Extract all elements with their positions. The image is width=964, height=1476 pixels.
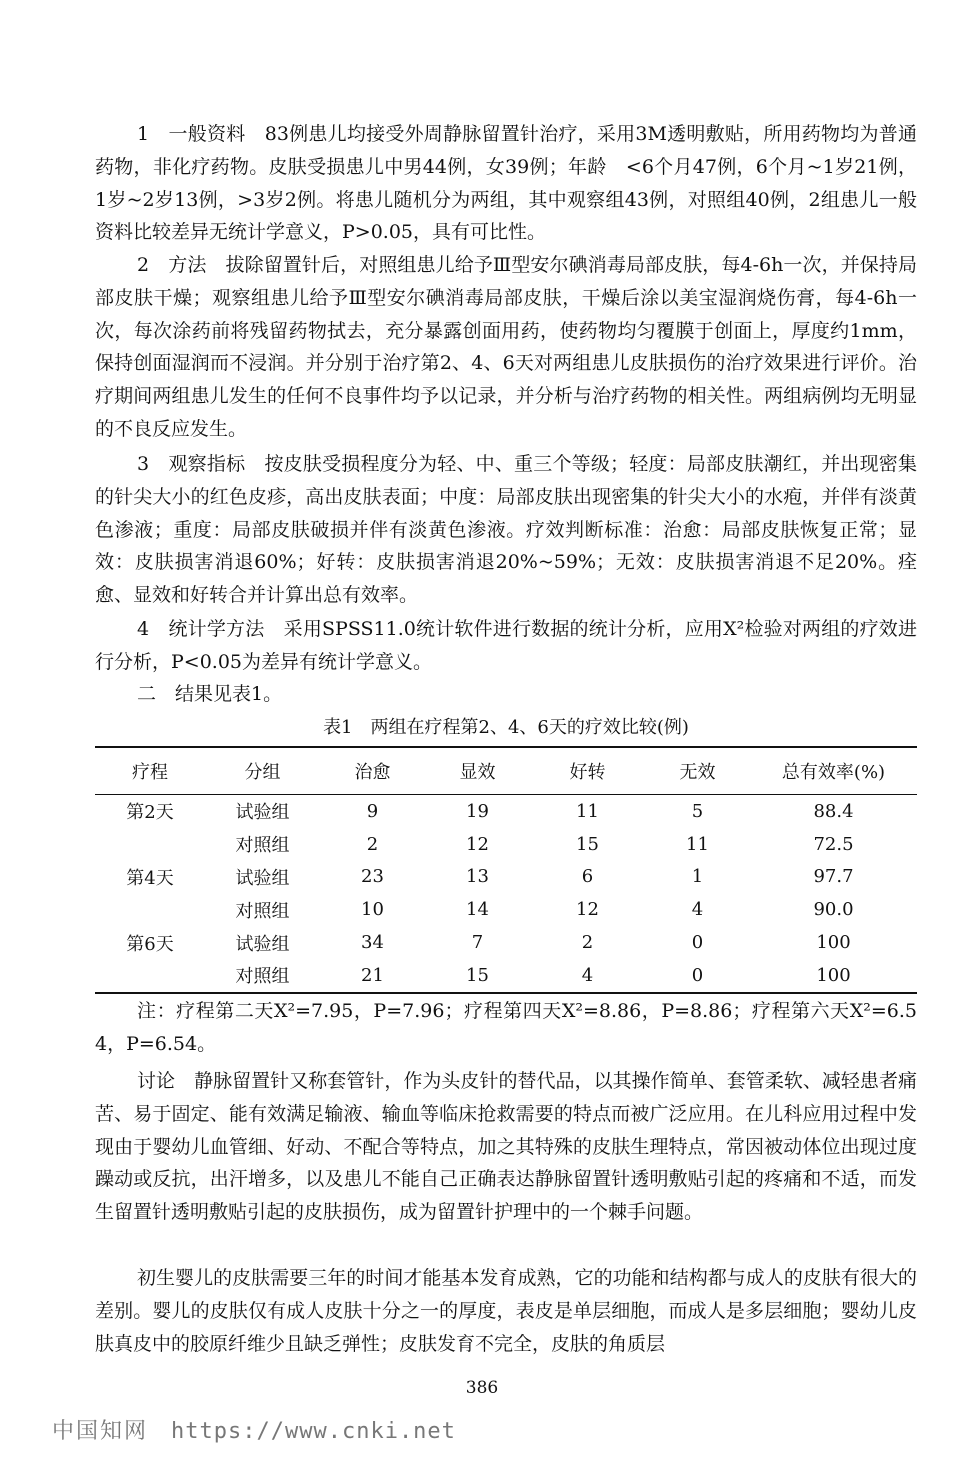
cell: 19 <box>466 800 489 822</box>
header-improved: 好转 <box>530 747 645 795</box>
table-row <box>95 861 917 894</box>
cell: 对照组 <box>235 900 290 922</box>
paragraph-general-info: 1 一般资料 83例患儿均接受外周静脉留置针治疗，采用3M透明敷贴，所用药物均为普通药物，非化疗药物。皮肤受损患儿中男44例，女39例；年龄 <6个月47例，6个月~1岁21例，1岁~2岁13例，>3岁2例。将患儿随机分为两组，其中观察组43例，对照组40例，2组患儿一般资料比较差异无统计学意义，P>0.05，具有可比性。 <box>95 123 917 244</box>
paragraph-results: 二 结果见表1。 <box>137 683 283 705</box>
cell: 2 <box>581 932 594 954</box>
cell: 90.0 <box>813 899 854 921</box>
cell: 21 <box>320 959 425 993</box>
table-note: 注：疗程第二天X²=7.95，P=7.96；疗程第四天X²=8.86，P=8.86；疗程第六天X²=6.54，P=6.54。 <box>95 1000 917 1055</box>
header-total-rate: 总有效率(%) <box>750 747 917 795</box>
cell <box>95 828 205 861</box>
cell: 4 <box>691 899 704 921</box>
cell: 100 <box>816 932 851 954</box>
footer-brand: 中国知网 <box>52 1419 149 1444</box>
cell: 试验组 <box>235 933 290 955</box>
paragraph-infant-skin: 初生婴儿的皮肤需要三年的时间才能基本发育成熟，它的功能和结构都与成人的皮肤有很大的差别。婴儿的皮肤仅有成人皮肤十分之一的厚度，表皮是单层细胞，而成人是多层细胞；婴幼儿皮肤真皮中的胶原纤维少且缺乏弹性；皮肤发育不完全，皮肤的角质层 <box>95 1267 917 1355</box>
header-marked: 显效 <box>425 747 530 795</box>
cell: 7 <box>471 932 484 954</box>
header-group: 分组 <box>205 747 320 795</box>
cell: 34 <box>361 932 384 954</box>
page-number: 386 <box>465 1378 499 1398</box>
cell: 0 <box>645 959 750 993</box>
footer-url[interactable]: https://www.cnki.net <box>171 1419 456 1444</box>
cell: 第2天 <box>126 802 174 824</box>
paragraph-methods: 2 方法 拔除留置针后，对照组患儿给予Ⅲ型安尔碘消毒局部皮肤，每4-6h一次，并保持局部皮肤干燥；观察组患儿给予Ⅲ型安尔碘消毒局部皮肤，干燥后涂以美宝湿润烧伤膏，每4-6h一次，每次涂药前将残留药物拭去，充分暴露创面用药，使药物均匀覆膜于创面上，厚度约1mm，保持创面湿润而不浸润。并分别于治疗第2、4、6天对两组患儿皮肤损伤的治疗效果进行评价。治疗期间两组患儿发生的任何不良事件均予以记录，并分析与治疗药物的相关性。两组病例均无明显的不良反应发生。 <box>95 254 917 440</box>
cell: 5 <box>691 800 704 822</box>
table-row <box>95 926 917 959</box>
cell: 对照组 <box>235 835 290 857</box>
cell: 23 <box>361 866 384 888</box>
table-header-row <box>95 747 917 795</box>
cell: 第4天 <box>126 867 174 889</box>
table-row <box>95 795 917 828</box>
cell: 12 <box>576 899 599 921</box>
table-row <box>95 828 917 861</box>
cell: 11 <box>686 833 709 855</box>
cell: 试验组 <box>235 802 290 824</box>
table-row <box>95 959 917 993</box>
header-cured: 治愈 <box>320 747 425 795</box>
cell: 12 <box>466 833 489 855</box>
cell: 试验组 <box>235 867 290 889</box>
paragraph-observation-indicators: 3 观察指标 按皮肤受损程度分为轻、中、重三个等级；轻度：局部皮肤潮红，并出现密集的针尖大小的红色皮疹，高出皮肤表面；中度：局部皮肤出现密集的针尖大小的水疱，并伴有淡黄色渗液；重度：局部皮肤破损并伴有淡黄色渗液。疗效判断标准：治愈：局部皮肤恢复正常；显效：皮肤损害消退60%；好转：皮肤损害消退20%~59%；无效：皮肤损害消退不足20%。痊愈、显效和好转合并计算出总有效率。 <box>95 453 917 607</box>
cell: 14 <box>466 899 489 921</box>
paragraph-discussion: 讨论 静脉留置针又称套管针，作为头皮针的替代品，以其操作简单、套管柔软、减轻患者痛苦、易于固定、能有效满足输液、输血等临床抢救需要的特点而被广泛应用。在儿科应用过程中发现由于婴幼儿血管细、好动、不配合等特点，加之其特殊的皮肤生理特点，常因被动体位出现过度躁动或反抗，出汗增多，以及患儿不能自己正确表达静脉留置针透明敷贴引起的疼痛和不适，而发生留置针透明敷贴引起的皮肤损伤，成为留置针护理中的一个棘手问题。 <box>95 1070 917 1224</box>
cell: 4 <box>530 959 645 993</box>
cell: 2 <box>366 833 379 855</box>
cell: 88.4 <box>813 800 854 822</box>
paragraph-statistics: 4 统计学方法 采用SPSS11.0统计软件进行数据的统计分析，应用X²检验对两组的疗效进行分析，P<0.05为差异有统计学意义。 <box>95 618 917 673</box>
results-table <box>95 746 917 994</box>
header-ineffective: 无效 <box>645 747 750 795</box>
cell <box>95 893 205 926</box>
footer-watermark <box>52 1414 456 1445</box>
cell: 72.5 <box>813 833 854 855</box>
cell: 0 <box>691 932 704 954</box>
cell: 第6天 <box>126 933 174 955</box>
cell: 15 <box>576 833 599 855</box>
table-row <box>95 893 917 926</box>
cell: 1 <box>691 866 704 888</box>
cell: 11 <box>576 800 599 822</box>
cell: 97.7 <box>813 866 854 888</box>
cell: 13 <box>466 866 489 888</box>
cell: 10 <box>361 899 384 921</box>
cell: 6 <box>581 866 594 888</box>
cell: 15 <box>425 959 530 993</box>
header-course: 疗程 <box>95 747 205 795</box>
table-caption: 表1 两组在疗程第2、4、6天的疗效比较(例) <box>323 717 689 738</box>
cell: 对照组 <box>205 959 320 993</box>
cell: 9 <box>366 800 379 822</box>
cell <box>95 959 205 993</box>
cell: 100 <box>750 959 917 993</box>
